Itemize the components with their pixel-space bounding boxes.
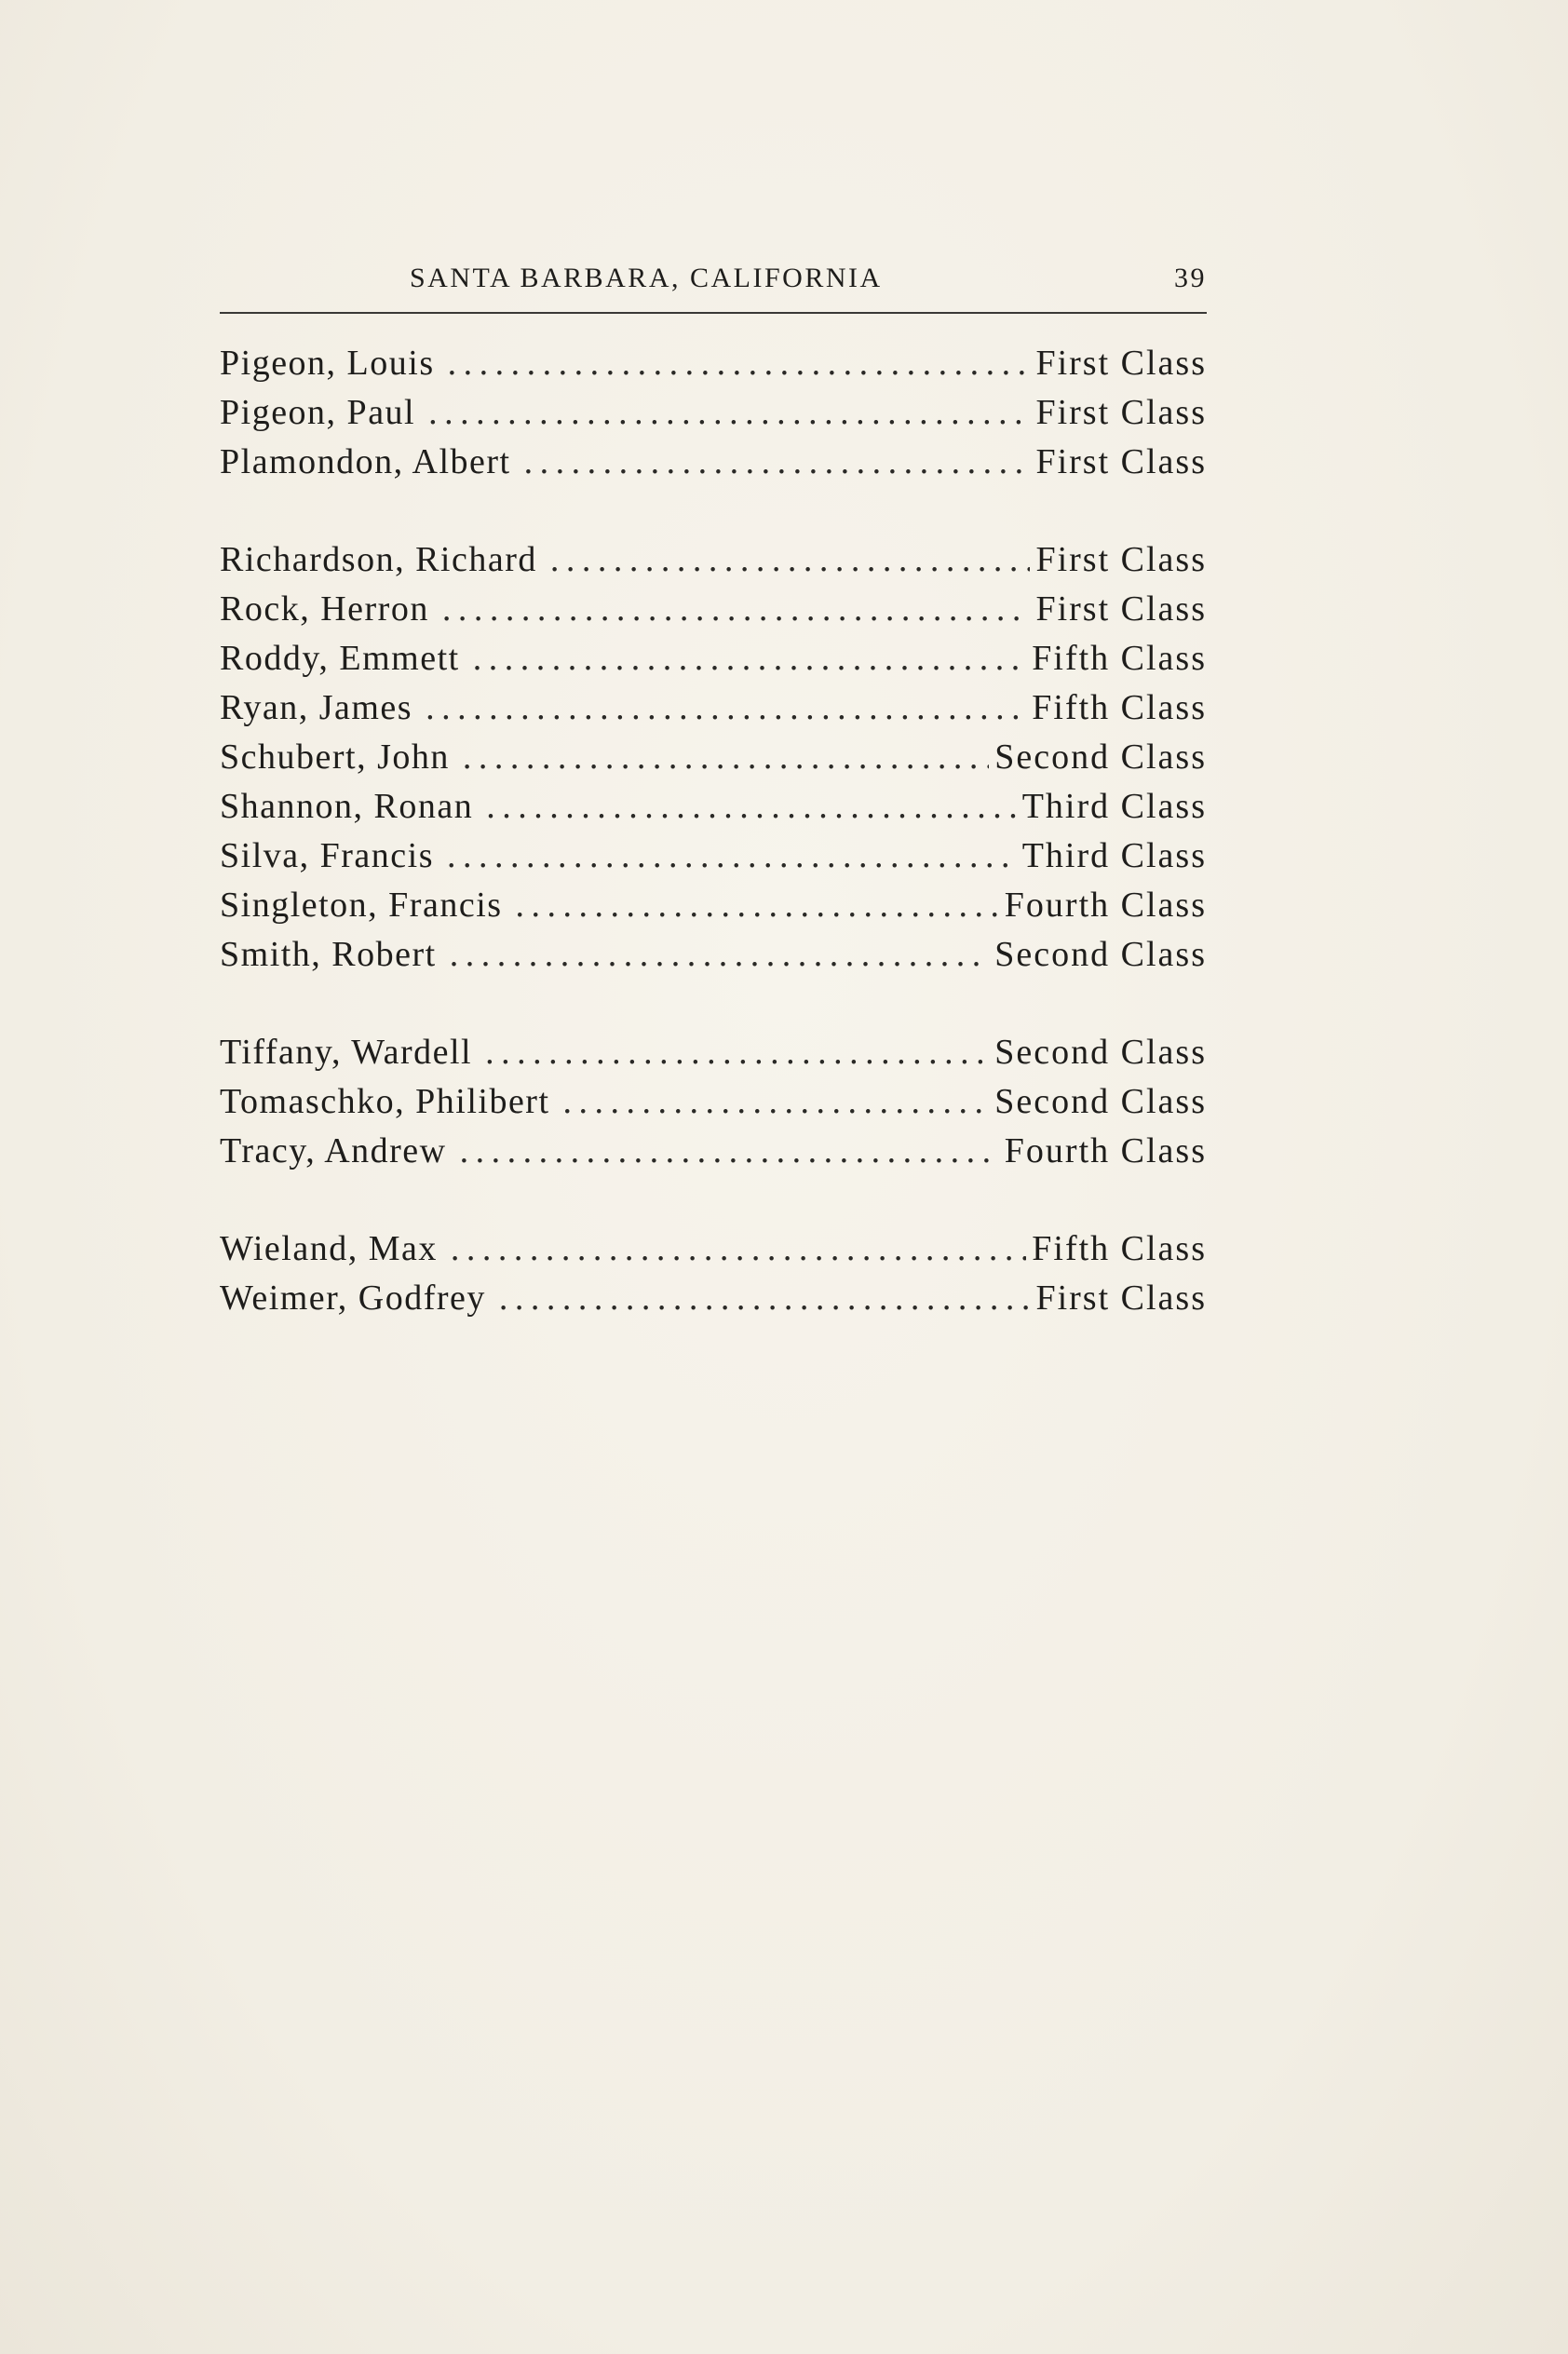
- dot-leader: [473, 638, 1027, 679]
- roster-entry: [220, 441, 1207, 491]
- dot-leader: [463, 737, 989, 778]
- dot-leader: [499, 1278, 1031, 1319]
- student-name: Pigeon, Louis: [220, 344, 435, 383]
- dot-leader: [516, 885, 999, 926]
- student-name: Weimer, Godfrey: [220, 1278, 486, 1318]
- page-number: 39: [1174, 263, 1207, 293]
- roster-entry: [220, 1081, 1207, 1130]
- class-label: First Class: [1035, 1278, 1207, 1318]
- student-name: Smith, Robert: [220, 935, 437, 974]
- class-label: Second Class: [994, 737, 1207, 777]
- group-spacer: [220, 983, 1207, 1032]
- student-name: Tiffany, Wardell: [220, 1033, 473, 1072]
- group-spacer: [220, 1180, 1207, 1228]
- dot-leader: [428, 392, 1030, 433]
- dot-leader: [448, 343, 1031, 384]
- roster-entry: [220, 343, 1207, 392]
- class-label: Fourth Class: [1004, 1131, 1207, 1170]
- roster-entry: [220, 737, 1207, 786]
- student-name: Tomaschko, Philibert: [220, 1082, 550, 1121]
- dot-leader: [486, 786, 1017, 827]
- dot-leader: [451, 1228, 1026, 1269]
- class-label: Third Class: [1021, 836, 1207, 875]
- roster-entry: [220, 1278, 1207, 1327]
- dot-leader: [563, 1081, 990, 1122]
- roster-entry: [220, 1032, 1207, 1081]
- dot-leader: [460, 1130, 999, 1171]
- class-label: First Class: [1035, 442, 1207, 481]
- student-name: Tracy, Andrew: [220, 1131, 447, 1170]
- class-label: Third Class: [1021, 787, 1207, 826]
- student-name: Roddy, Emmett: [220, 639, 460, 678]
- roster-entry: [220, 934, 1207, 983]
- roster-entry: [220, 885, 1207, 934]
- class-label: Fifth Class: [1032, 639, 1207, 678]
- class-label: First Class: [1035, 540, 1207, 579]
- dot-leader: [550, 539, 1031, 580]
- student-name: Rock, Herron: [220, 589, 429, 629]
- student-name: Ryan, James: [220, 688, 413, 727]
- page-header: [220, 257, 1207, 302]
- student-roster: [220, 343, 1207, 1327]
- roster-entry: [220, 835, 1207, 885]
- dot-leader: [426, 687, 1026, 728]
- student-name: Wieland, Max: [220, 1229, 438, 1268]
- student-name: Plamondon, Albert: [220, 442, 511, 481]
- class-label: Second Class: [994, 1082, 1207, 1121]
- class-label: Fifth Class: [1032, 688, 1207, 727]
- roster-entry: [220, 392, 1207, 441]
- dot-leader: [450, 934, 990, 975]
- roster-entry: [220, 786, 1207, 835]
- class-label: First Class: [1035, 344, 1207, 383]
- roster-entry: [220, 687, 1207, 737]
- dot-leader: [447, 835, 1017, 876]
- student-name: Silva, Francis: [220, 836, 434, 875]
- student-name: Pigeon, Paul: [220, 393, 416, 432]
- group-spacer: [220, 491, 1207, 539]
- student-name: Shannon, Ronan: [220, 787, 474, 826]
- student-name: Richardson, Richard: [220, 540, 537, 579]
- roster-entry: [220, 1130, 1207, 1180]
- student-name: Singleton, Francis: [220, 886, 503, 925]
- dot-leader: [485, 1032, 989, 1073]
- class-label: Second Class: [994, 935, 1207, 974]
- student-name: Schubert, John: [220, 737, 450, 777]
- running-title: SANTA BARBARA, CALIFORNIA: [410, 263, 883, 293]
- class-label: Fourth Class: [1004, 886, 1207, 925]
- roster-entry: [220, 1228, 1207, 1278]
- header-rule: [220, 312, 1207, 314]
- dot-leader: [442, 588, 1031, 629]
- roster-entry: [220, 638, 1207, 687]
- dot-leader: [524, 441, 1031, 482]
- roster-entry: [220, 539, 1207, 588]
- class-label: First Class: [1035, 393, 1207, 432]
- class-label: Second Class: [994, 1033, 1207, 1072]
- class-label: First Class: [1035, 589, 1207, 629]
- roster-entry: [220, 588, 1207, 638]
- class-label: Fifth Class: [1032, 1229, 1207, 1268]
